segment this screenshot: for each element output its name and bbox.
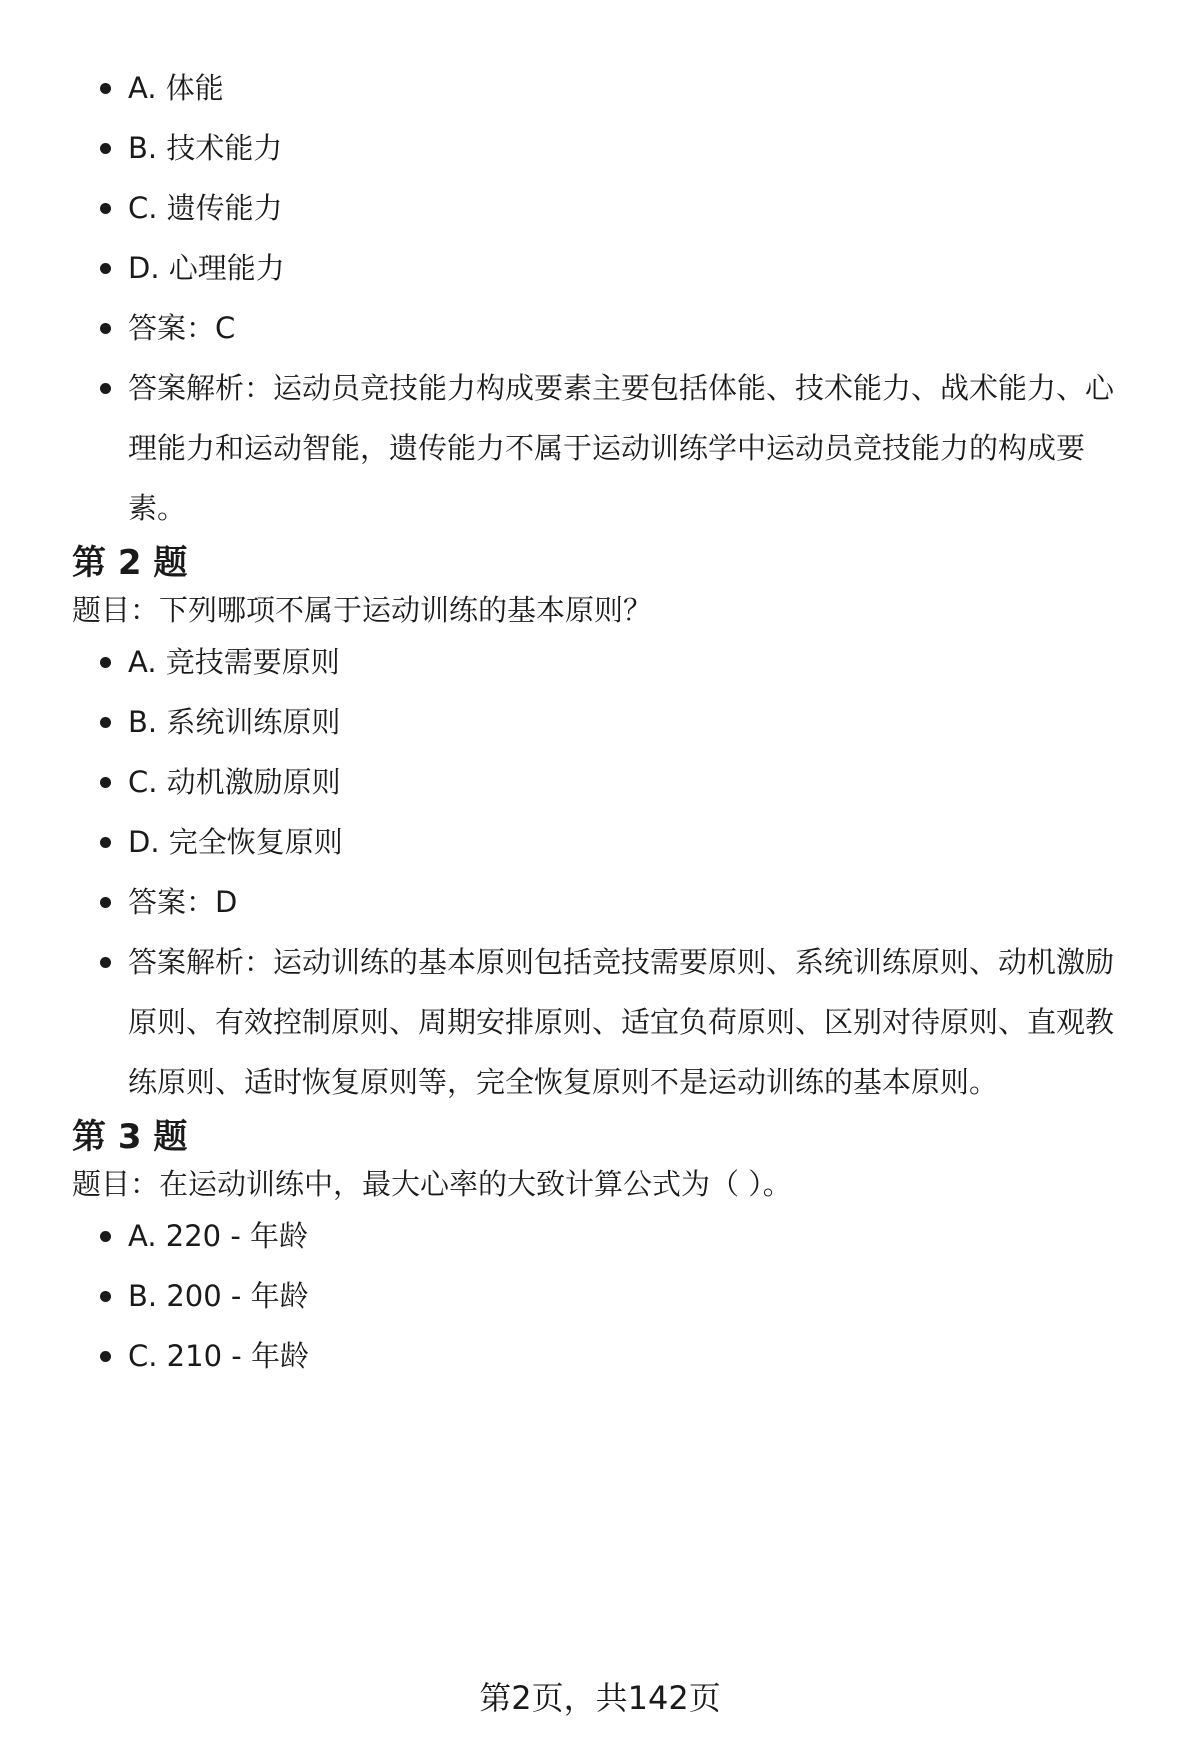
document-content [72, 58, 1152, 1386]
q2-stem: 题目：下列哪项不属于运动训练的基本原则？ [72, 593, 653, 627]
q2-option-d: D. 完全恢复原则 [72, 812, 1152, 872]
q3-option-c: C. 210 - 年龄 [72, 1326, 1152, 1386]
q1-option-a: A. 体能 [72, 58, 1152, 118]
q3-option-b: B. 200 - 年龄 [72, 1266, 1152, 1326]
q2-option-list [72, 632, 1152, 1112]
q2-option-c: C. 动机激励原则 [72, 752, 1152, 812]
q2-option-a: A. 竞技需要原则 [72, 632, 1152, 692]
q3-option-a: A. 220 - 年龄 [72, 1206, 1152, 1266]
q1-option-c: C. 遗传能力 [72, 178, 1152, 238]
q2-explanation: 答案解析：运动训练的基本原则包括竞技需要原则、系统训练原则、动机激励原则、有效控制原则、周期安排原则、适宜负荷原则、区别对待原则、直观教练原则、适时恢复原则等，完全恢复原则不是运动训练的基本原则。 [72, 932, 1152, 1112]
q3-heading: 第 3 题 [72, 1117, 188, 1157]
q1-option-b: B. 技术能力 [72, 118, 1152, 178]
q2-heading: 第 2 题 [72, 543, 188, 583]
page-number-footer: 第2页，共142页 [479, 1679, 721, 1717]
q3-stem: 题目：在运动训练中，最大心率的大致计算公式为（ ）。 [72, 1167, 792, 1201]
q1-option-list [72, 58, 1152, 538]
q3-option-list [72, 1206, 1152, 1386]
q2-option-b: B. 系统训练原则 [72, 692, 1152, 752]
q1-explanation: 答案解析：运动员竞技能力构成要素主要包括体能、技术能力、战术能力、心理能力和运动智能，遗传能力不属于运动训练学中运动员竞技能力的构成要素。 [72, 358, 1152, 538]
q1-answer: 答案：C [72, 298, 1152, 358]
q1-option-d: D. 心理能力 [72, 238, 1152, 298]
q2-answer: 答案：D [72, 872, 1152, 932]
